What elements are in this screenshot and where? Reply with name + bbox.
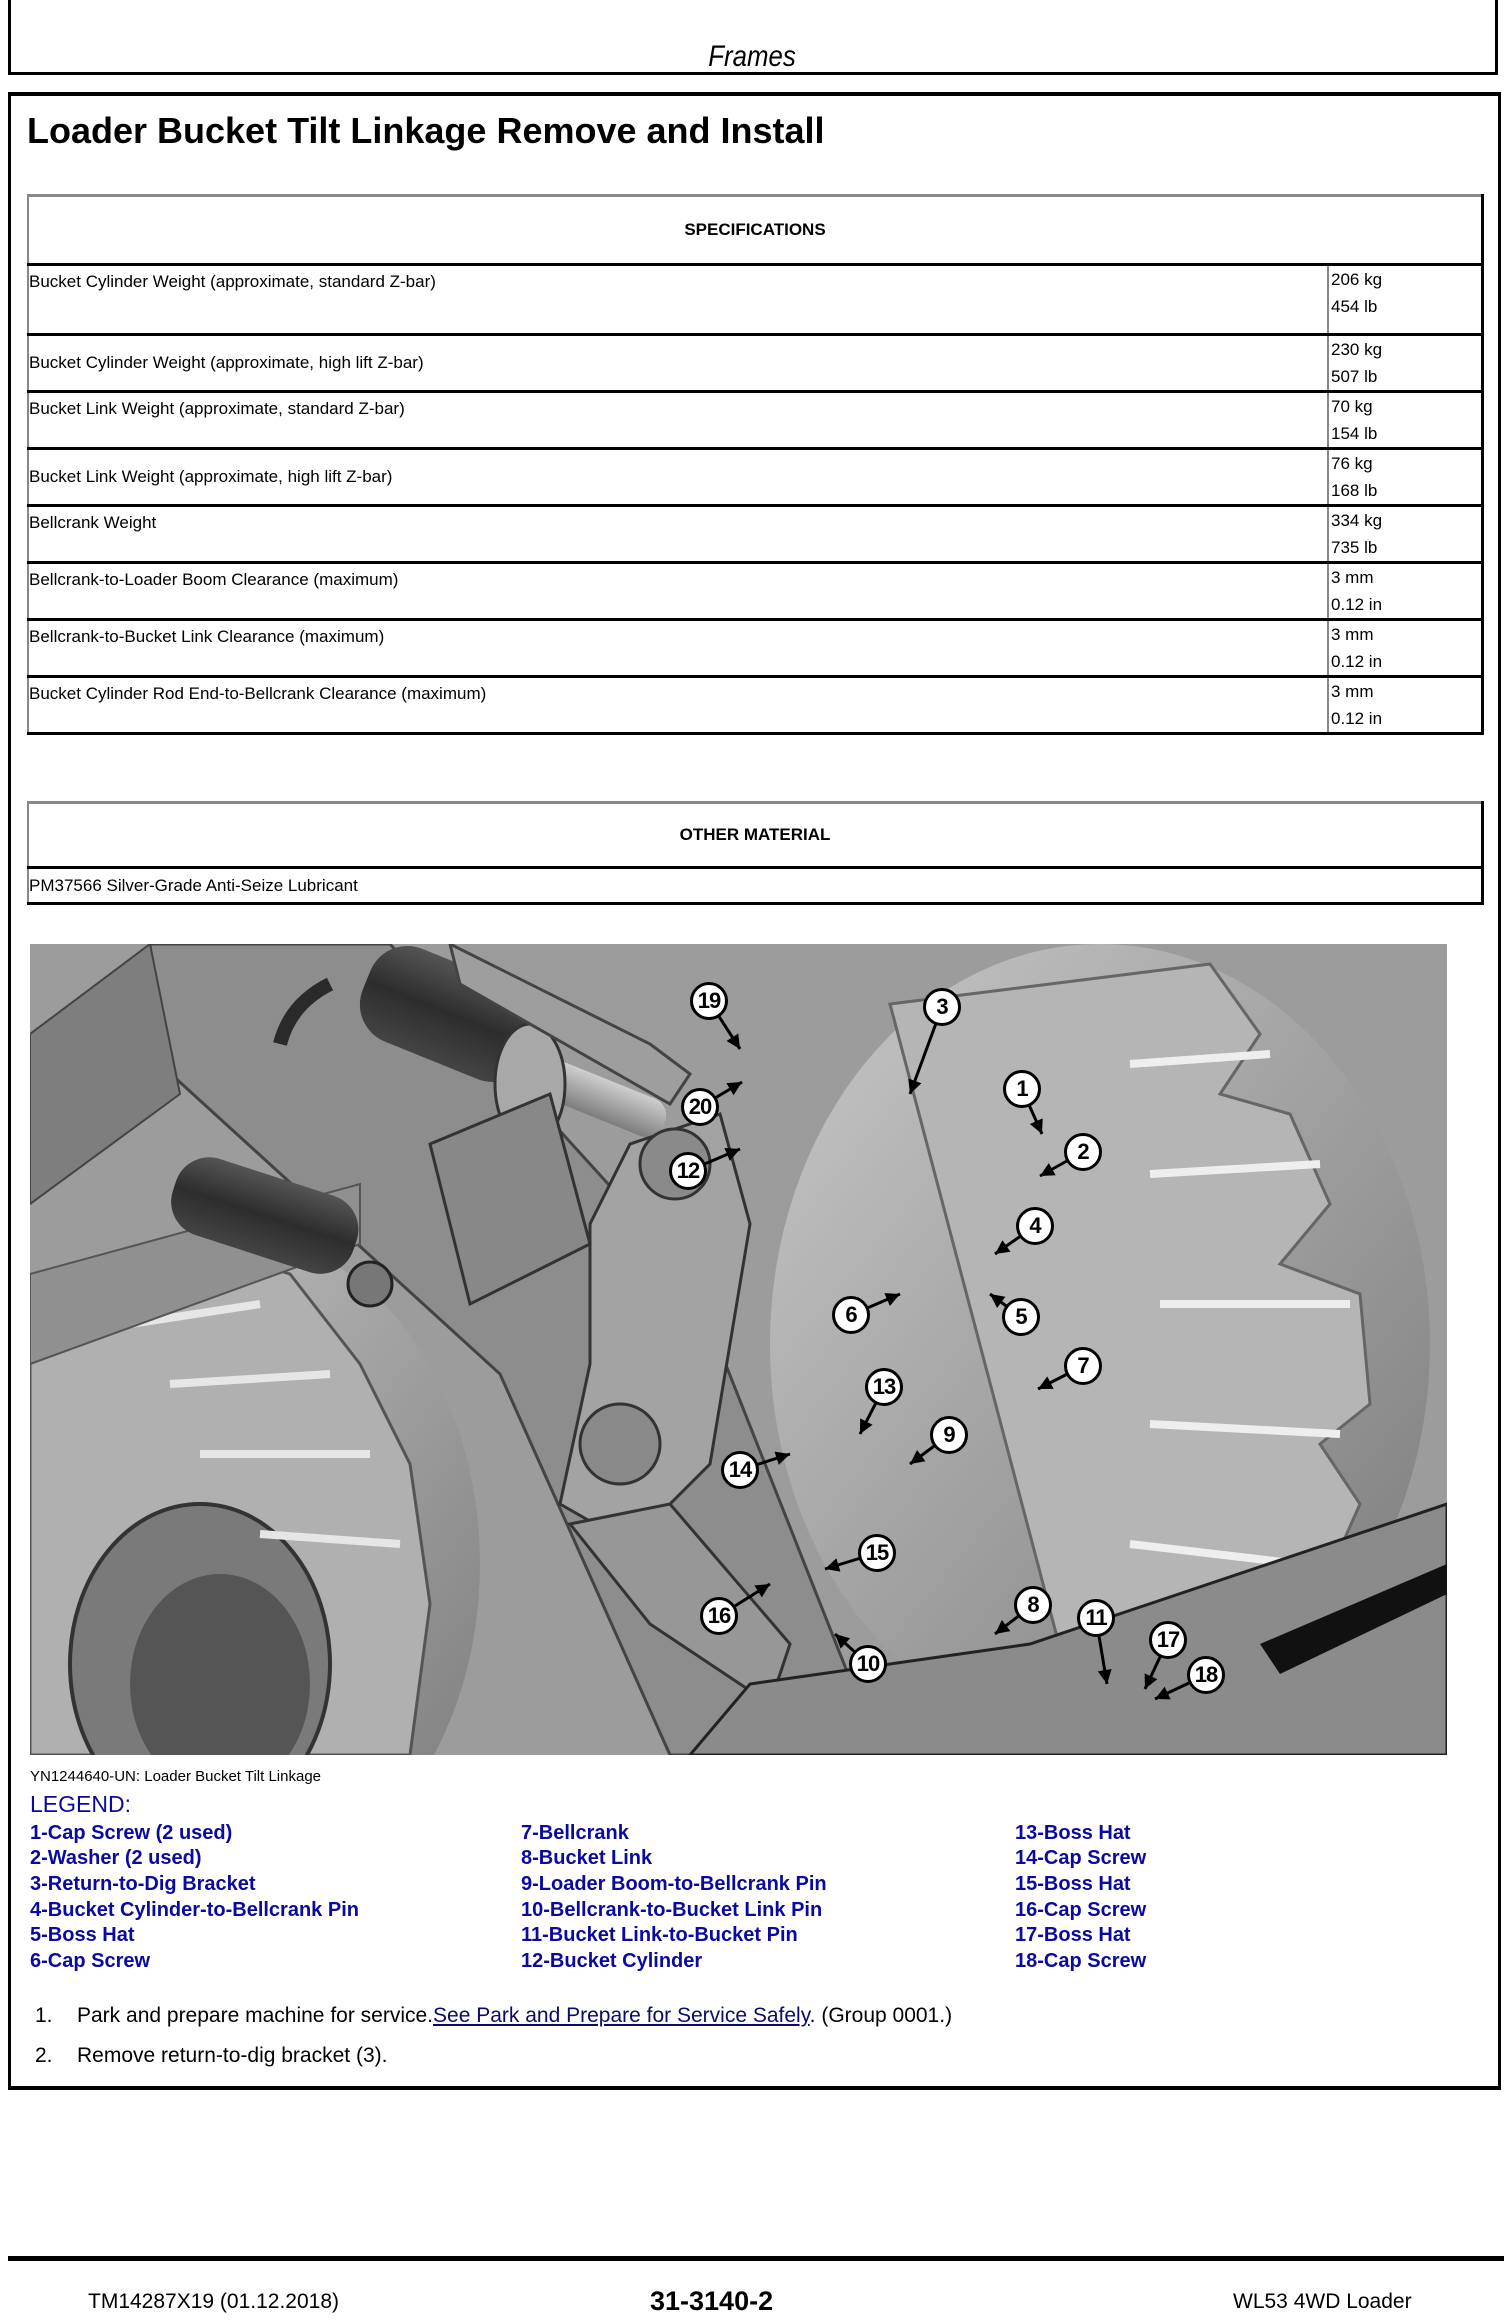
callout-15: 15 <box>858 1534 896 1572</box>
spec-row <box>28 335 1483 392</box>
other-material-item: PM37566 Silver-Grade Anti-Seize Lubricant <box>28 868 1483 904</box>
legend-item: 2-Washer (2 used) <box>30 1847 202 1869</box>
spec-value-line: 454 lb <box>1331 297 1378 316</box>
callout-12: 12 <box>669 1152 707 1190</box>
callout-10: 10 <box>849 1645 887 1683</box>
legend-item: 7-Bellcrank <box>521 1822 629 1844</box>
step-2 <box>35 2044 387 2068</box>
legend-item: 5-Boss Hat <box>30 1924 135 1946</box>
figure-caption: YN1244640-UN: Loader Bucket Tilt Linkage <box>30 1768 322 1785</box>
spec-value <box>1328 677 1483 734</box>
callout-9: 9 <box>930 1416 968 1454</box>
spec-label: Bellcrank Weight <box>28 506 1328 563</box>
spec-value-line: 70 kg <box>1331 397 1373 416</box>
legend-item: 11-Bucket Link-to-Bucket Pin <box>521 1924 798 1946</box>
callout-18: 18 <box>1187 1656 1225 1694</box>
spec-row <box>28 392 1483 449</box>
callout-11: 11 <box>1077 1599 1115 1637</box>
spec-value-line: 3 mm <box>1331 568 1374 587</box>
step-number: 1. <box>35 2004 53 2027</box>
spec-value-line: 76 kg <box>1331 454 1373 473</box>
spec-row <box>28 506 1483 563</box>
callout-2: 2 <box>1064 1133 1102 1171</box>
spec-value-line: 0.12 in <box>1331 595 1383 614</box>
callout-3: 3 <box>923 988 961 1026</box>
legend-item: 18-Cap Screw <box>1015 1950 1147 1972</box>
spec-value <box>1328 335 1483 392</box>
spec-value-line: 334 kg <box>1331 511 1383 530</box>
spec-row <box>28 620 1483 677</box>
spec-value <box>1328 392 1483 449</box>
spec-row <box>28 265 1483 335</box>
spec-value-line: 735 lb <box>1331 538 1378 557</box>
spec-value <box>1328 620 1483 677</box>
spec-label: Bucket Cylinder Weight (approximate, standard Z-bar) <box>28 265 1328 335</box>
step-number: 2. <box>35 2044 53 2067</box>
other-material-table <box>27 801 1484 905</box>
footer-model: WL53 4WD Loader <box>1233 2290 1412 2313</box>
spec-value-line: 168 lb <box>1331 481 1378 500</box>
spec-value <box>1328 563 1483 620</box>
park-and-prepare-link[interactable]: See Park and Prepare for Service Safely <box>433 2004 810 2027</box>
legend-title: LEGEND: <box>30 1791 131 1817</box>
specifications-table <box>27 194 1484 735</box>
legend-item: 14-Cap Screw <box>1015 1847 1147 1869</box>
legend-item: 12-Bucket Cylinder <box>521 1950 703 1972</box>
legend-item: 10-Bellcrank-to-Bucket Link Pin <box>521 1899 823 1921</box>
footer-document-id: TM14287X19 (01.12.2018) <box>88 2290 340 2313</box>
legend-item: 1-Cap Screw (2 used) <box>30 1822 233 1844</box>
spec-value-line: 3 mm <box>1331 625 1374 644</box>
legend-item: 3-Return-to-Dig Bracket <box>30 1873 256 1895</box>
footer-page-number: 31-3140-2 <box>650 2286 774 2316</box>
spec-label: Bucket Link Weight (approximate, high lift Z-bar) <box>28 449 1328 506</box>
callout-7: 7 <box>1064 1347 1102 1385</box>
section-header: Frames <box>708 40 796 73</box>
spec-value-line: 206 kg <box>1331 270 1383 289</box>
callout-14: 14 <box>721 1451 759 1489</box>
spec-label: Bucket Cylinder Rod End-to-Bellcrank Clearance (maximum) <box>28 677 1328 734</box>
spec-value-line: 154 lb <box>1331 424 1378 443</box>
spec-value <box>1328 265 1483 335</box>
spec-label: Bellcrank-to-Loader Boom Clearance (maximum) <box>28 563 1328 620</box>
spec-value-line: 0.12 in <box>1331 652 1383 671</box>
legend-item: 6-Cap Screw <box>30 1950 151 1972</box>
specifications-heading: SPECIFICATIONS <box>684 220 826 239</box>
callout-4: 4 <box>1016 1207 1054 1245</box>
step-text: Park and prepare machine for service. <box>77 2004 434 2027</box>
spec-value <box>1328 506 1483 563</box>
legend-item: 9-Loader Boom-to-Bellcrank Pin <box>521 1873 827 1895</box>
step-1 <box>35 2004 952 2028</box>
spec-value-line: 0.12 in <box>1331 709 1383 728</box>
legend-item: 15-Boss Hat <box>1015 1873 1131 1895</box>
spec-value-line: 3 mm <box>1331 682 1374 701</box>
callout-8: 8 <box>1014 1586 1052 1624</box>
callout-6: 6 <box>832 1296 870 1334</box>
spec-row <box>28 449 1483 506</box>
page-title: Loader Bucket Tilt Linkage Remove and Install <box>27 110 825 151</box>
step-text-after: . (Group 0001.) <box>809 2004 953 2027</box>
callout-layer <box>30 944 1447 1755</box>
spec-label: Bucket Link Weight (approximate, standard Z-bar) <box>28 392 1328 449</box>
other-material-heading: OTHER MATERIAL <box>679 825 831 844</box>
spec-label: Bellcrank-to-Bucket Link Clearance (maximum) <box>28 620 1328 677</box>
legend-item: 4-Bucket Cylinder-to-Bellcrank Pin <box>30 1899 359 1921</box>
footer-divider <box>8 2256 1504 2261</box>
step-text: Remove return-to-dig bracket (3). <box>77 2044 388 2067</box>
legend-item: 8-Bucket Link <box>521 1847 653 1869</box>
callout-1: 1 <box>1003 1070 1041 1108</box>
callout-16: 16 <box>700 1597 738 1635</box>
callout-5: 5 <box>1002 1298 1040 1336</box>
legend-item: 13-Boss Hat <box>1015 1822 1131 1844</box>
spec-value-line: 507 lb <box>1331 367 1378 386</box>
spec-value <box>1328 449 1483 506</box>
callout-20: 20 <box>681 1088 719 1126</box>
spec-label: Bucket Cylinder Weight (approximate, high lift Z-bar) <box>28 335 1328 392</box>
spec-row <box>28 677 1483 734</box>
callout-17: 17 <box>1149 1621 1187 1659</box>
spec-value-line: 230 kg <box>1331 340 1383 359</box>
spec-row <box>28 563 1483 620</box>
callout-19: 19 <box>690 982 728 1020</box>
legend-item: 17-Boss Hat <box>1015 1924 1131 1946</box>
legend-item: 16-Cap Screw <box>1015 1899 1147 1921</box>
callout-13: 13 <box>865 1368 903 1406</box>
